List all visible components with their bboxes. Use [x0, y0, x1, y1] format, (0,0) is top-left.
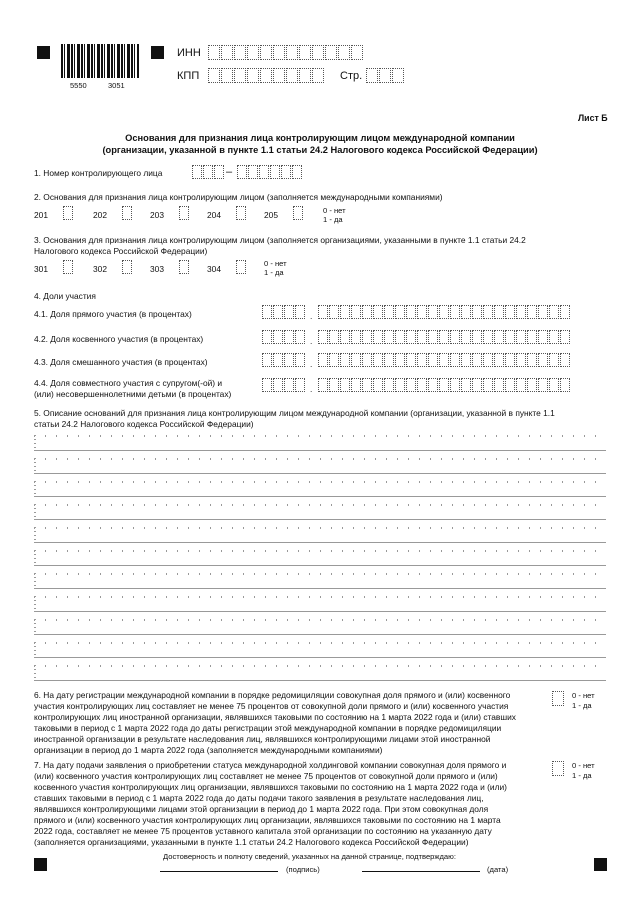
code-301: 301 [34, 264, 48, 274]
date-line[interactable] [362, 871, 480, 872]
share-joint-label-line1: 4.4. Доля совместного участия с супругом(-ой) и [34, 378, 223, 388]
kpp-field[interactable] [208, 68, 325, 83]
section4-label: 4. Доли участия [34, 291, 96, 301]
section2-label: 2. Основания для признания лица контролирующим лицом (заполняется международными компаниями) [34, 192, 443, 202]
date-label: (дата) [487, 865, 509, 874]
share-joint-label-line2: (или) несовершеннолетними детьми (в процентах) [34, 389, 232, 399]
section3-label-line2: Налогового кодекса Российской Федерации) [34, 246, 208, 256]
barcode-number-right: 3051 [108, 81, 125, 90]
code-303-cell[interactable] [179, 260, 189, 274]
code-203: 203 [150, 210, 164, 220]
section3-label-line1: 3. Основания для признания лица контролирующим лицом (заполняется организациями, указанными в пункте 1.1 статьи 24.2 [34, 235, 526, 245]
corner-marker-top-right [151, 46, 164, 59]
share-indirect-sep: . [310, 336, 313, 346]
code-303: 303 [150, 264, 164, 274]
section6-legend-yes: 1 - да [572, 701, 592, 710]
corner-marker-bottom-right [594, 858, 607, 871]
inn-label: ИНН [177, 47, 201, 59]
share-indirect-int[interactable] [262, 330, 306, 344]
section6-cell[interactable] [552, 691, 564, 706]
code-205: 205 [264, 210, 278, 220]
section5-label-line2: статьи 24.2 Налогового кодекса Российской Федерации) [34, 419, 254, 429]
section7-cell[interactable] [552, 761, 564, 776]
code-202: 202 [93, 210, 107, 220]
code-301-cell[interactable] [63, 260, 73, 274]
controller-number-dash: – [226, 166, 233, 178]
share-indirect-label: 4.2. Доля косвенного участия (в процентах) [34, 334, 204, 344]
share-joint-int[interactable] [262, 378, 306, 392]
page-label: Стр. [340, 70, 363, 82]
code-201: 201 [34, 210, 48, 220]
share-direct-sep: . [310, 311, 313, 321]
barcode [61, 44, 139, 78]
code-204: 204 [207, 210, 221, 220]
signature-line[interactable] [160, 871, 278, 872]
section3-legend-yes: 1 - да [264, 268, 284, 277]
share-joint-frac[interactable] [318, 378, 571, 392]
code-302: 302 [93, 264, 107, 274]
section3-legend-no: 0 - нет [264, 259, 287, 268]
signature-label: (подпись) [286, 865, 320, 874]
share-mixed-int[interactable] [262, 353, 306, 367]
corner-marker-top-left [37, 46, 50, 59]
confirmation-text: Достоверность и полноту сведений, указанных на данной странице, подтверждаю: [163, 852, 456, 861]
share-mixed-frac[interactable] [318, 353, 571, 367]
sheet-label: Лист Б [578, 113, 608, 123]
section2-legend-no: 0 - нет [323, 206, 346, 215]
code-302-cell[interactable] [122, 260, 132, 274]
controller-number-field-part2[interactable] [237, 165, 303, 179]
kpp-label: КПП [177, 70, 200, 82]
code-201-cell[interactable] [63, 206, 73, 220]
share-joint-sep: . [310, 384, 313, 394]
code-204-cell[interactable] [236, 206, 246, 220]
share-direct-label: 4.1. Доля прямого участия (в процентах) [34, 309, 192, 319]
section7-legend-no: 0 - нет [572, 761, 595, 770]
code-205-cell[interactable] [293, 206, 303, 220]
share-direct-int[interactable] [262, 305, 306, 319]
share-mixed-label: 4.3. Доля смешанного участия (в процентах) [34, 357, 208, 367]
share-mixed-sep: . [310, 359, 313, 369]
section2-legend-yes: 1 - да [323, 215, 343, 224]
code-304: 304 [207, 264, 221, 274]
code-304-cell[interactable] [236, 260, 246, 274]
section7-legend-yes: 1 - да [572, 771, 592, 780]
form-title-line2: (организации, указанной в пункте 1.1 статьи 24.2 Налогового кодекса Российской Федерации) [102, 145, 538, 155]
corner-marker-bottom-left [34, 858, 47, 871]
controller-number-field-part1[interactable] [192, 165, 225, 179]
share-indirect-frac[interactable] [318, 330, 571, 344]
section6-legend-no: 0 - нет [572, 691, 595, 700]
controller-number-label: 1. Номер контролирующего лица [34, 168, 163, 178]
form-title-line1: Основания для признания лица контролирующим лицом международной компании [125, 133, 515, 143]
code-202-cell[interactable] [122, 206, 132, 220]
section5-label-line1: 5. Описание оснований для признания лица контролирующим лицом международной компании (организации, указанной в пункте 1.1 [34, 408, 555, 418]
share-direct-frac[interactable] [318, 305, 571, 319]
inn-field[interactable] [208, 45, 364, 60]
code-203-cell[interactable] [179, 206, 189, 220]
barcode-number-left: 5550 [70, 81, 87, 90]
page-number-field[interactable] [366, 68, 405, 83]
